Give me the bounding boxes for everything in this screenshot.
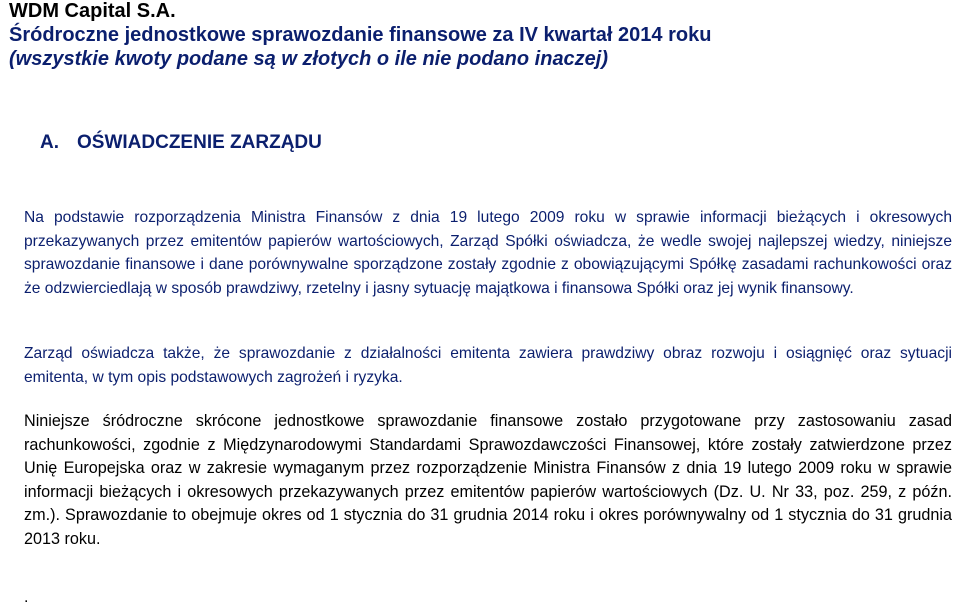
trailing-dot: . xyxy=(24,589,29,606)
company-name: WDM Capital S.A. xyxy=(9,0,176,22)
document-header xyxy=(9,0,954,71)
paragraph-accounting-standards: Niniejsze śródroczne skrócone jednostkowe sprawozdanie finansowe zostało przygotowane przy zastosowaniu zasad rachunkowości, zgodnie z Międzynarodowymi Standardami Sprawozdawczości Finansowej, które zostały zatwierdzone przez Unię Europejska oraz w zakresie wymaganym przez rozporządzenie Ministra Finansów z dnia 19 lutego 2009 roku w sprawie informacji bieżących i okresowych przekazywanych przez emitentów papierów wartościowych (Dz. U. Nr 33, poz. 259, z późn. zm.). Sprawozdanie to obejmuje okres od 1 stycznia do 31 grudnia 2014 roku i okres porównywalny od 1 stycznia do 31 grudnia 2013 roku. xyxy=(24,412,952,548)
section-heading xyxy=(40,132,322,154)
section-number: A. xyxy=(40,132,59,153)
report-subtitle: (wszystkie kwoty podane są w złotych o ile nie podano inaczej) xyxy=(9,48,609,70)
paragraph-activity-report: Zarząd oświadcza także, że sprawozdanie z działalności emitenta zawiera prawdziwy obraz rozwoju i osiągnięć oraz sytuacji emitenta, w tym opis podstawowych zagrożeń i ryzyka. xyxy=(24,345,952,386)
report-title: Śródroczne jednostkowe sprawozdanie finansowe za IV kwartał 2014 roku xyxy=(9,24,712,46)
paragraph-management-statement: Na podstawie rozporządzenia Ministra Finansów z dnia 19 lutego 2009 roku w sprawie informacji bieżących i okresowych przekazywanych przez emitentów papierów wartościowych, Zarząd Spółki oświadcza, że wedle swojej najlepszej wiedzy, niniejsze sprawozdanie finansowe i dane porównywalne sporządzone zostały zgodnie z obowiązującymi Spółkę zasadami rachunkowości oraz że odzwierciedlają w sposób prawdziwy, rzetelny i jasny sytuację majątkowa i finansowa Spółki oraz jej wynik finansowy. xyxy=(24,209,952,297)
section-title: OŚWIADCZENIE ZARZĄDU xyxy=(77,132,322,153)
